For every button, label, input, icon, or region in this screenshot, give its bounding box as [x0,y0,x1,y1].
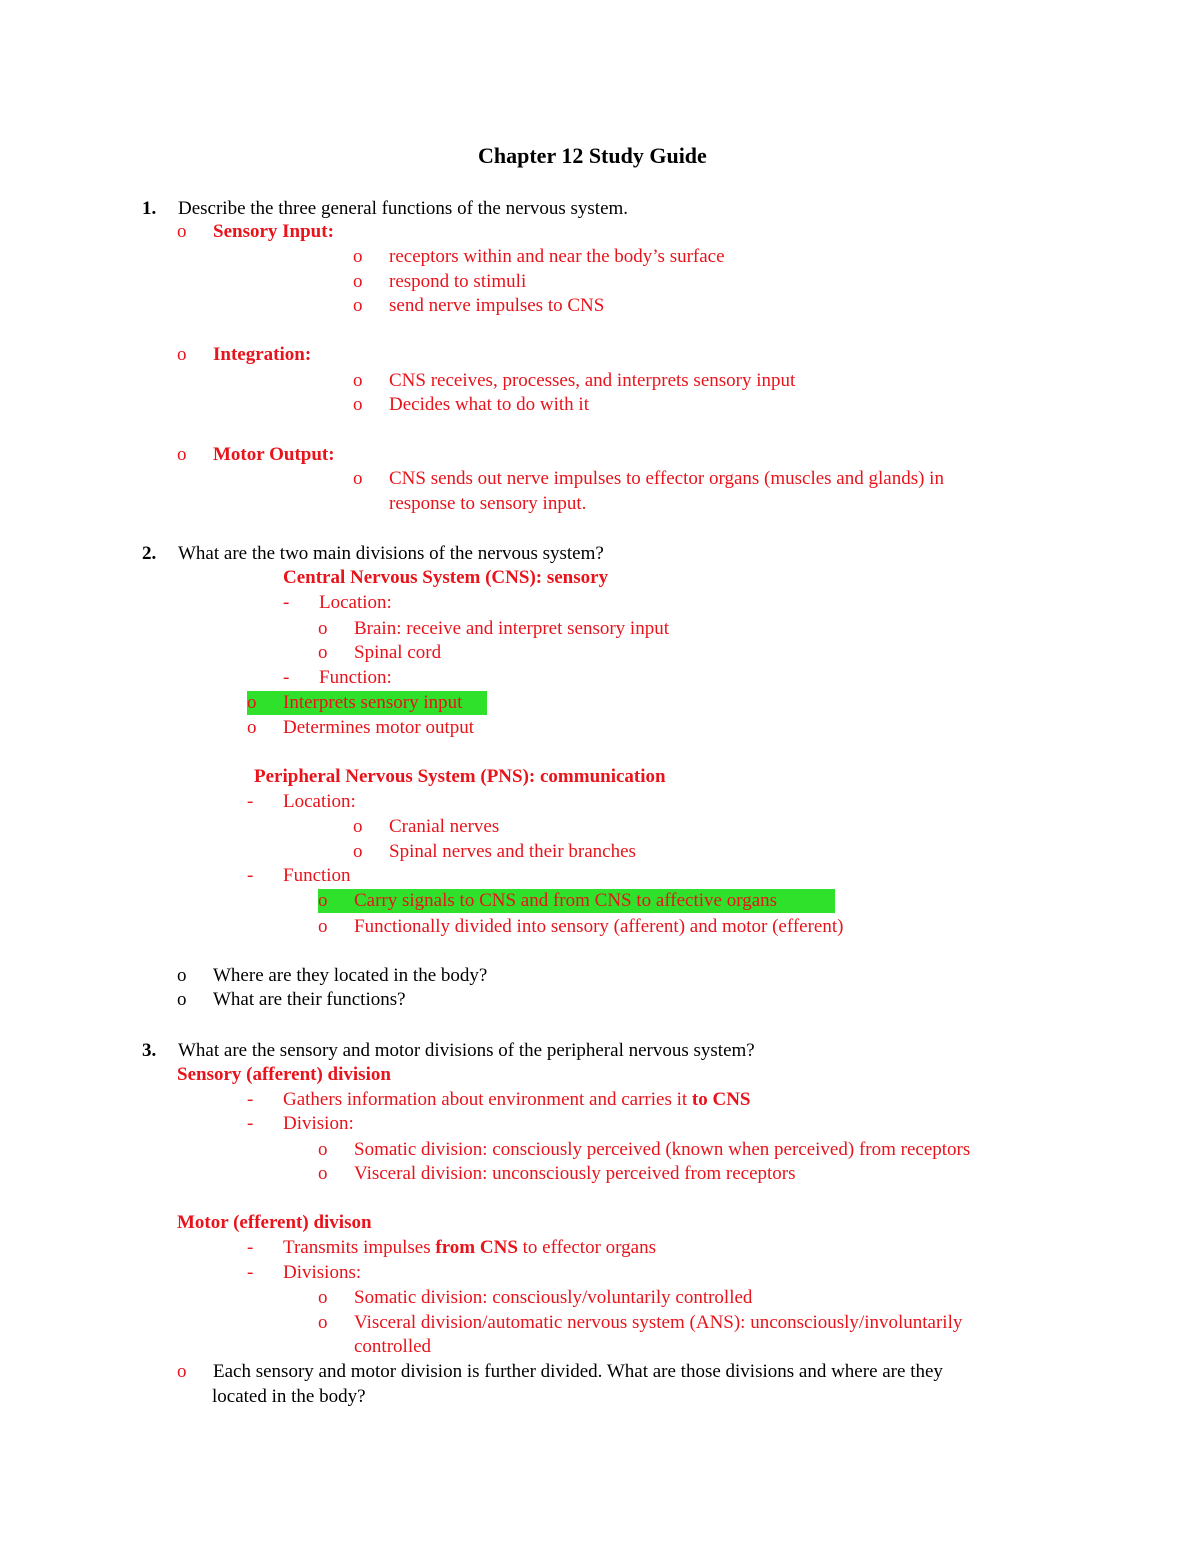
list-item: o Spinal nerves and their branches [353,841,636,862]
bullet-o-icon: o [177,344,187,365]
bullet-o-icon: o [247,717,257,738]
bullet-o-icon: o [318,618,328,639]
dash-bullet-icon: - [283,667,290,688]
question-number: 3. [142,1040,157,1061]
section-heading: Sensory (afferent) division [177,1064,391,1085]
list-item: o Functionally divided into sensory (afferent) and motor (efferent) [318,916,844,937]
question-2 [142,542,604,566]
section-heading: Motor (efferent) divison [177,1212,372,1233]
page-title: Chapter 12 Study Guide [478,143,707,168]
list-item: - Location: [247,791,356,812]
list-item-continuation: located in the body? [212,1386,366,1407]
bullet-o-icon: o [353,246,363,267]
bullet-o-icon: o [353,816,363,837]
question-1 [142,197,628,221]
highlighted-list-item: o Carry signals to CNS and from CNS to affective organs [318,889,835,913]
bullet-o-icon: o [318,890,328,911]
list-item: o receptors within and near the body’s surface [353,246,725,267]
list-item: - Location: [283,592,392,613]
list-item: o What are their functions? [177,989,406,1010]
bullet-o-icon: o [318,1163,328,1184]
bullet-o-icon: o [318,642,328,663]
bullet-o-icon: o [353,841,363,862]
list-item: o Each sensory and motor division is further divided. What are those divisions and where are they [177,1361,943,1382]
list-item: o Sensory Input: [177,221,334,242]
list-item: o Where are they located in the body? [177,965,488,986]
dash-bullet-icon: - [247,1237,254,1258]
bullet-o-icon: o [318,916,328,937]
list-item: o Visceral division: unconsciously perceived from receptors [318,1163,796,1184]
question-text: What are the sensory and motor divisions of the peripheral nervous system? [178,1040,755,1061]
list-item: o Brain: receive and interpret sensory input [318,618,669,639]
bullet-o-icon: o [318,1312,328,1333]
list-item: - Division: [247,1113,354,1134]
list-item-continuation: response to sensory input. [389,493,587,514]
list-item: o CNS receives, processes, and interprets sensory input [353,370,796,391]
list-item-continuation: controlled [354,1336,432,1357]
bullet-o-icon: o [353,295,363,316]
bullet-o-icon: o [247,692,257,713]
bullet-o-icon: o [177,965,187,986]
list-item: o respond to stimuli [353,271,527,292]
highlighted-list-item: o Interprets sensory input [247,691,487,715]
dash-bullet-icon: - [247,1262,254,1283]
list-item: o Determines motor output [247,717,475,738]
bullet-o-icon: o [177,989,187,1010]
section-heading: Central Nervous System (CNS): sensory [283,567,609,588]
list-item: - Function: [283,667,392,688]
list-item: - Transmits impulses from CNS to effector organs [247,1237,656,1258]
question-number: 2. [142,543,157,564]
list-item: o Motor Output: [177,444,335,465]
list-item: o Somatic division: consciously perceived (known when perceived) from receptors [318,1139,971,1160]
dash-bullet-icon: - [247,1113,254,1134]
bullet-o-icon: o [177,221,187,242]
bullet-o-icon: o [177,1361,187,1382]
list-item: o Decides what to do with it [353,394,589,415]
list-item: o Cranial nerves [353,816,500,837]
bullet-o-icon: o [353,394,363,415]
bullet-o-icon: o [353,468,363,489]
dash-bullet-icon: - [247,865,254,886]
list-item: o Visceral division/automatic nervous system (ANS): unconsciously/involuntarily [318,1312,963,1333]
question-3 [142,1039,755,1063]
list-item: o send nerve impulses to CNS [353,295,605,316]
dash-bullet-icon: - [247,791,254,812]
question-number: 1. [142,198,157,219]
question-text: Describe the three general functions of the nervous system. [178,198,629,219]
question-text: What are the two main divisions of the nervous system? [178,543,604,564]
section-heading: Peripheral Nervous System (PNS): communication [254,766,666,787]
list-item: - Gathers information about environment and carries it to CNS [247,1089,751,1110]
bullet-o-icon: o [318,1287,328,1308]
bullet-o-icon: o [353,271,363,292]
list-item: - Function [247,865,351,886]
list-item: - Divisions: [247,1262,362,1283]
list-item: o Integration: [177,344,312,365]
list-item: o Somatic division: consciously/voluntarily controlled [318,1287,753,1308]
bullet-o-icon: o [353,370,363,391]
bullet-o-icon: o [318,1139,328,1160]
dash-bullet-icon: - [247,1089,254,1110]
dash-bullet-icon: - [283,592,290,613]
list-item: o CNS sends out nerve impulses to effector organs (muscles and glands) in [353,468,944,489]
list-item: o Spinal cord [318,642,442,663]
bullet-o-icon: o [177,444,187,465]
